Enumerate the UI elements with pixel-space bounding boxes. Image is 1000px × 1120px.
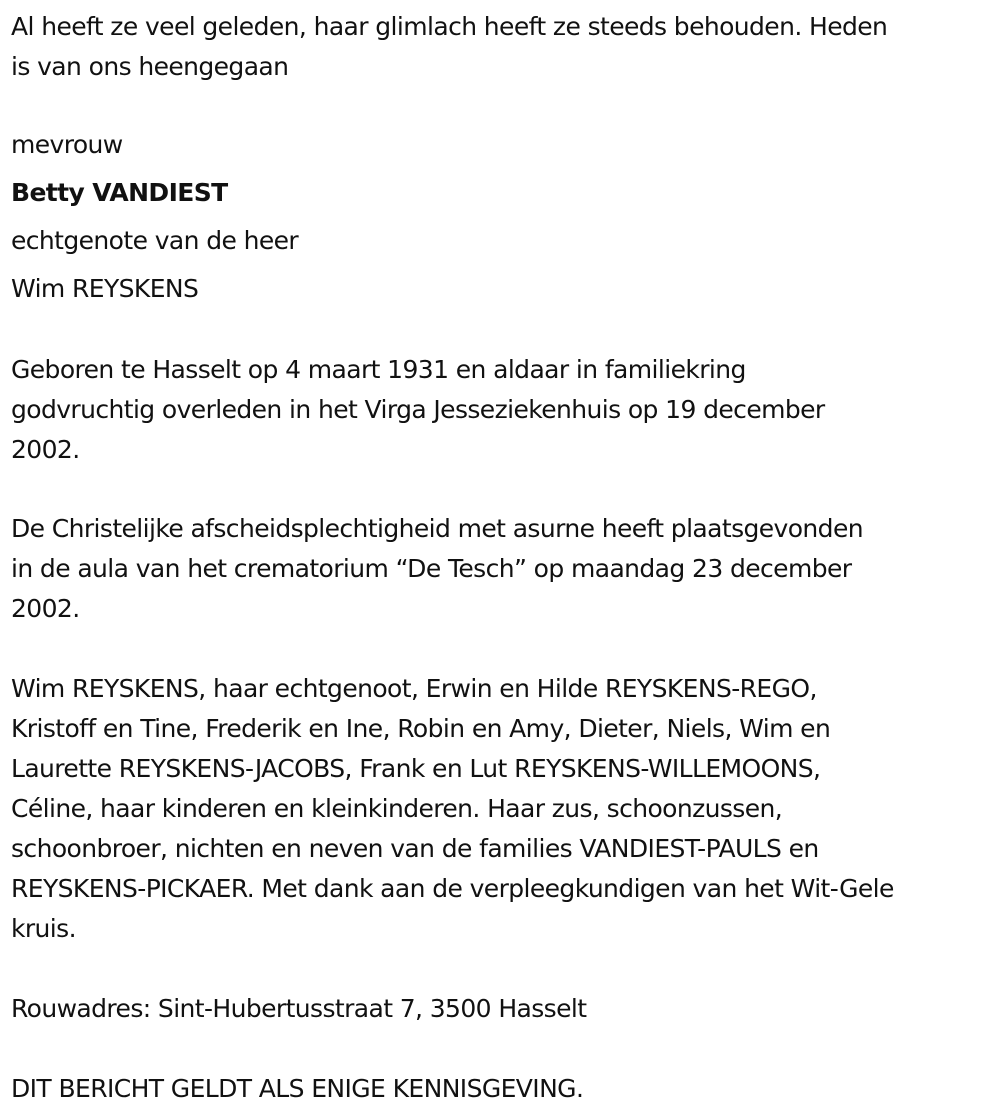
deceased-title: mevrouw <box>11 130 123 159</box>
family-line: Céline, haar kinderen en kleinkinderen. Haar zus, schoonzussen, <box>11 794 783 823</box>
family-line: kruis. <box>11 914 76 943</box>
spouse-name: Wim REYSKENS <box>11 274 199 303</box>
birth-death-line: godvruchtig overleden in het Virga Jesseziekenhuis op 19 december <box>11 395 825 424</box>
family-line: Wim REYSKENS, haar echtgenoot, Erwin en Hilde REYSKENS-REGO, <box>11 674 817 703</box>
family-paragraph <box>11 669 894 949</box>
birth-death-paragraph <box>11 350 825 470</box>
ceremony-line: in de aula van het crematorium “De Tesch” op maandag 23 december <box>11 554 852 583</box>
intro-paragraph <box>11 7 887 87</box>
birth-death-line: 2002. <box>11 435 80 464</box>
ceremony-line: De Christelijke afscheidsplechtigheid met asurne heeft plaatsgevonden <box>11 514 863 543</box>
mourning-address <box>11 989 586 1029</box>
family-line: Laurette REYSKENS-JACOBS, Frank en Lut REYSKENS-WILLEMOONS, <box>11 754 821 783</box>
deceased-relation: echtgenote van de heer <box>11 226 299 255</box>
intro-line: is van ons heengegaan <box>11 52 289 81</box>
family-line: REYSKENS-PICKAER. Met dank aan de verpleegkundigen van het Wit-Gele <box>11 874 894 903</box>
deceased-name: Betty VANDIEST <box>11 178 228 207</box>
ceremony-line: 2002. <box>11 594 80 623</box>
notice-line <box>11 1069 583 1109</box>
family-line: Kristoff en Tine, Frederik en Ine, Robin en Amy, Dieter, Niels, Wim en <box>11 714 831 743</box>
birth-death-line: Geboren te Hasselt op 4 maart 1931 en aldaar in familiekring <box>11 355 746 384</box>
family-line: schoonbroer, nichten en neven van de families VANDIEST-PAULS en <box>11 834 819 863</box>
ceremony-paragraph <box>11 509 863 629</box>
intro-line: Al heeft ze veel geleden, haar glimlach heeft ze steeds behouden. Heden <box>11 12 888 41</box>
notice-text: DIT BERICHT GELDT ALS ENIGE KENNISGEVING. <box>11 1074 584 1103</box>
address-text: Rouwadres: Sint-Hubertusstraat 7, 3500 Hasselt <box>11 994 587 1023</box>
